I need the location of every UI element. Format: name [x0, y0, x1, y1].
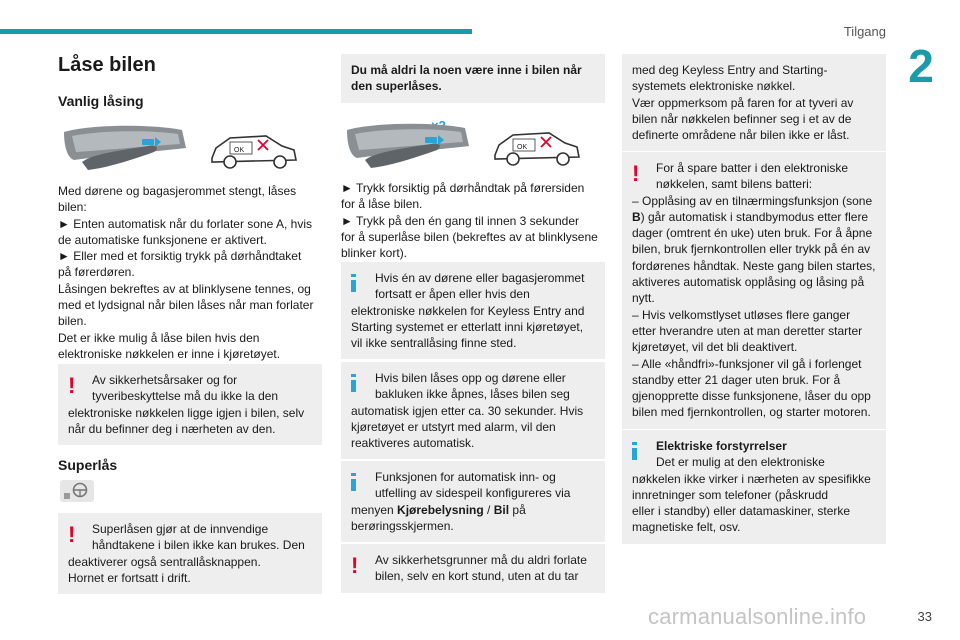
warning-icon: !	[632, 161, 640, 186]
info-note-auto-relock: Hvis bilen låses opp og dørene eller bakluken ikke åpnes, låses bilen seg automatisk igjen etter ca. 30 sekunder. Hvis kjøretøyet er utstyrt med alarm, vil den reaktiveres automatisk.	[341, 362, 605, 459]
info-note-mirrors: Funksjonen for automatisk inn- og utfelling av sidespeil konfigureres via menyen Kjørebelysning / Bil på berøringsskjermen.	[341, 461, 605, 542]
ok-label: OK	[517, 144, 528, 151]
warning-note-superlock: ! Superlåsen gjør at de innvendige håndtakene i bilen ikke kan brukes. Den deaktiverer også sentrallåsknappen. Hornet er fortsatt i drift.	[58, 513, 322, 594]
door-handle-illustration	[62, 118, 188, 174]
warning-icon: !	[351, 553, 359, 578]
info-icon	[351, 374, 356, 392]
menu-name-lighting: Kjørebelysning	[397, 502, 484, 517]
car-superlocked-illustration	[491, 125, 583, 169]
door-handle-double-press-illustration	[345, 108, 471, 172]
warning-note-battery: ! For å spare batter i den elektroniske nøkkelen, samt bilens batteri: – Opplåsing av en tilnærmingsfunksjon (sone B) går automatisk i standbymodus etter flere dager (omtrent én uke) uten bruk. For å åpne bilen, bruk fjernkontrollen eller trykk på én av fordørenes håndtak. Neste gang bilen startes, aktiveres automatisk opplåsing og låsing på nytt. – Hvis velkomstlyset utløses flere ganger etter hverandre uten at man deretter starter kjøretøyet, vil det bli deaktivert. – Alle «håndfri»-funksjoner vil gå i forlenget standby etter 21 dager uten bruk. For å gjenopprette disse funksjonene, låser du opp bilen med fjernkontrollen, og starter motoren.	[622, 152, 886, 429]
info-icon	[632, 442, 637, 460]
page-title: Låse bilen	[58, 54, 156, 76]
superlock-steps: ► Trykk forsiktig på dørhåndtak på førersiden for å låse bilen. ► Trykk på den én gang til innen 3 sekunder for å superlåse bilen (bekreftes av at blinklysene blinker kort).	[341, 181, 598, 261]
menu-name-car: Bil	[493, 502, 510, 517]
car-locked-illustration	[208, 128, 300, 172]
superlock-caution-box: Du må aldri la noen være inne i bilen når den superlåses.	[341, 54, 605, 103]
subheading-normal-lock: Vanlig låsing	[58, 93, 144, 109]
warning-note-leave-car: ! Av sikkerhetsgrunner må du aldri forlate bilen, selv en kort stund, uten at du tar	[341, 544, 605, 593]
header-accent-bar	[0, 29, 472, 34]
normal-lock-text: Med dørene og bagasjerommet stengt, låses bilen: ► Enten automatisk når du forlater sone A, hvis de automatiske funksjonene er aktivert. ► Eller med et forsiktig trykk på dørhåndtaket på førerdøren. Låsingen bekreftes av at blinklysene tennes, og med et lydsignal når bilen låses når man forlater bilen. Det er ikke mulig å låse bilen hvis den elektroniske nøkkelen er inne i kjøretøyet.	[58, 184, 314, 361]
section-label: Tilgang	[843, 24, 886, 39]
key-reminder-box: med deg Keyless Entry and Starting- systemets elektroniske nøkkel. Vær oppmerksom på faren for at tyveri av bilen når nøkkelen befinner seg i et av de definerte områdene når bilen ikke er låst.	[622, 54, 886, 151]
subheading-superlock: Superlås	[58, 457, 118, 473]
warning-note-key: ! Av sikkerhetsårsaker og for tyveribeskyttelse må du ikke la den elektroniske nøkkelen ligge igjen i bilen, selv når du befinner deg i nærheten av den.	[58, 364, 322, 445]
warning-icon: !	[68, 373, 76, 398]
info-icon	[351, 473, 356, 491]
steering-lock-icon	[60, 480, 94, 502]
info-note-door-open: Hvis én av dørene eller bagasjerommet fortsatt er åpen eller hvis den elektroniske nøkkelen for Keyless Entry and Starting systemet er etterlatt inni kjøretøyet, vil ikke sentrallåsing finne sted.	[341, 262, 605, 359]
ok-label: OK	[234, 147, 245, 154]
page-number: 33	[917, 609, 932, 624]
warning-icon: !	[68, 522, 76, 547]
chapter-number: 2	[908, 40, 934, 92]
info-note-interference: Elektriske forstyrrelser Det er mulig at den elektroniske nøkkelen ikke virker i nærheten av spesifikke innretninger som telefoner (påskrudd eller i standby) eller datamaskiner, sterke magnetiske felt, osv.	[622, 430, 886, 544]
info-icon	[351, 274, 356, 292]
zone-b-label: B	[632, 209, 641, 224]
watermark: carmanualsonline.info	[648, 604, 867, 629]
